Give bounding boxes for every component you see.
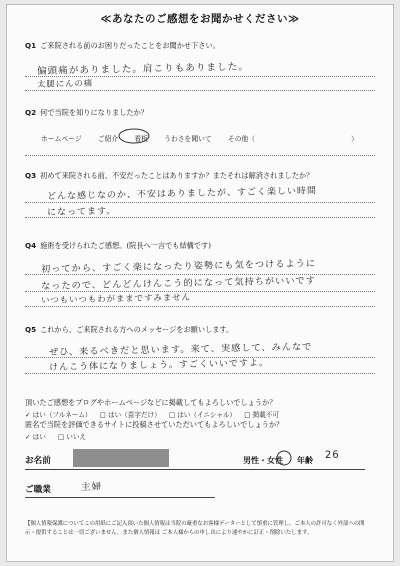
consent-options-1 <box>25 409 279 419</box>
q4-question <box>25 241 211 251</box>
occupation-value: 主婦 <box>80 481 103 493</box>
q4-answer-line1: 初ってから、すごく楽になったり姿勢にも気をつけるように <box>40 258 317 275</box>
consent-option-no-publish[interactable]: 掲載不可 <box>252 411 279 419</box>
referral-circle-mark <box>117 127 151 145</box>
checkbox-icon[interactable]: □ <box>99 411 106 419</box>
q5-text: これから、ご来院される方へのメッセージをお願いします。 <box>40 325 234 334</box>
consent-option-fullname[interactable]: はい（フルネーム） <box>32 411 92 419</box>
checkbox-icon[interactable]: □ <box>168 411 176 419</box>
name-underline <box>25 469 365 470</box>
q2-option-homepage[interactable]: ホームページ <box>41 135 82 143</box>
consent-option-no[interactable]: いいえ <box>66 433 87 441</box>
check-mark-icon: ✓ <box>25 433 31 441</box>
consent-question-2: 匿名で当院を評価できるサイトに投稿させていただいてもよろしいでしょうか？ <box>25 420 284 429</box>
age-label: 年齢 <box>297 456 313 465</box>
consent-option-yes[interactable]: はい <box>32 433 46 441</box>
q2-options <box>41 133 372 143</box>
redacted-name <box>73 449 169 467</box>
q4-rule-2 <box>25 291 375 292</box>
q4-rule-3 <box>25 306 375 307</box>
q3-rule-2 <box>25 217 375 218</box>
q1-question <box>25 41 220 51</box>
q3-rule-1 <box>25 202 375 203</box>
q5-question <box>25 325 233 335</box>
q1-text: ご来院される前のお困りだったことをお聞かせ下さい。 <box>40 41 220 50</box>
q3-text: 初めて来院される前、不安だったことはありますか？またそれは解消されましたか？ <box>40 171 314 180</box>
consent-question-1: 頂いたご感想をブログやホームページなどに掲載してもよろしいでしょうか？ <box>25 398 277 407</box>
check-mark-icon: ✓ <box>25 411 31 419</box>
q1-answer-line2: 太腿にんの痛 <box>36 77 94 89</box>
q5-rule-2 <box>25 373 375 374</box>
q2-label: Q2 <box>25 108 37 117</box>
q5-label: Q5 <box>25 325 37 334</box>
q3-answer-line2: になってます。 <box>46 206 117 218</box>
q5-answer-line2: けんこう体になりましょう。すごくいいですよ。 <box>48 358 270 373</box>
age-value: 26 <box>324 449 340 461</box>
q1-answer-line1: 偏頭痛がありました。肩こりもありました。 <box>36 61 249 77</box>
gender-label: 男性・女性 <box>243 456 283 465</box>
page-title: ≪あなたのご感想をお聞かせください≫ <box>100 13 300 25</box>
consent-options-2 <box>25 431 86 441</box>
checkbox-icon[interactable]: □ <box>244 411 251 419</box>
q4-answer-line2: なったので、どんどんけんこう的になって気持ちがいいです <box>40 275 316 292</box>
q3-question <box>25 171 313 181</box>
occupation-underline <box>25 497 215 498</box>
q2-option-referral[interactable]: ご紹介 <box>97 135 119 143</box>
q4-answer-line3: いつもいつもわがままですみません <box>40 291 192 305</box>
name-label: お名前 <box>25 456 51 466</box>
q2-rule <box>25 155 375 156</box>
q1-rule-2 <box>25 90 375 91</box>
q2-option-other[interactable]: その他（ <box>227 135 256 143</box>
survey-sheet <box>6 4 394 562</box>
occupation-label: ご職業 <box>25 485 51 495</box>
consent-option-surname[interactable]: はい（苗字だけ） <box>107 411 161 419</box>
q4-label: Q4 <box>25 241 37 250</box>
q1-label: Q1 <box>25 41 37 50</box>
q2-question <box>25 108 148 118</box>
q2-close-paren: ） <box>351 135 358 143</box>
q5-answer-line1: ぜひ、来るべきだと思います。来て、実感して、みんなで <box>48 341 313 358</box>
privacy-notice: 【個人情報保護についてこの用紙にご記入頂いた個人情報は当院の厳重なお客様データーとして慎重に管理し、ご本人の許可なく外部への開示・提供することは一切ございません。また個人情報は ご本人様からの申し出により速やかに訂正・削除いたします。 <box>25 521 365 536</box>
q3-label: Q3 <box>25 171 37 180</box>
q2-option-signboard[interactable]: 看板 <box>134 135 148 143</box>
q2-text: 何で当院を知りになりましたか？ <box>40 108 148 117</box>
q2-option-rumor[interactable]: うわさを聞いて <box>164 135 212 143</box>
q3-answer-line1: どんな感じなのか、不安はありましたが、すごく楽しい時間 <box>46 186 318 202</box>
female-circle-mark <box>275 449 293 467</box>
q4-text: 施術を受けられたご感想。(院長へ一言でも結構です) <box>40 241 212 250</box>
checkbox-icon[interactable]: □ <box>57 433 65 441</box>
consent-option-initials[interactable]: はい（イニシャル） <box>177 411 237 419</box>
